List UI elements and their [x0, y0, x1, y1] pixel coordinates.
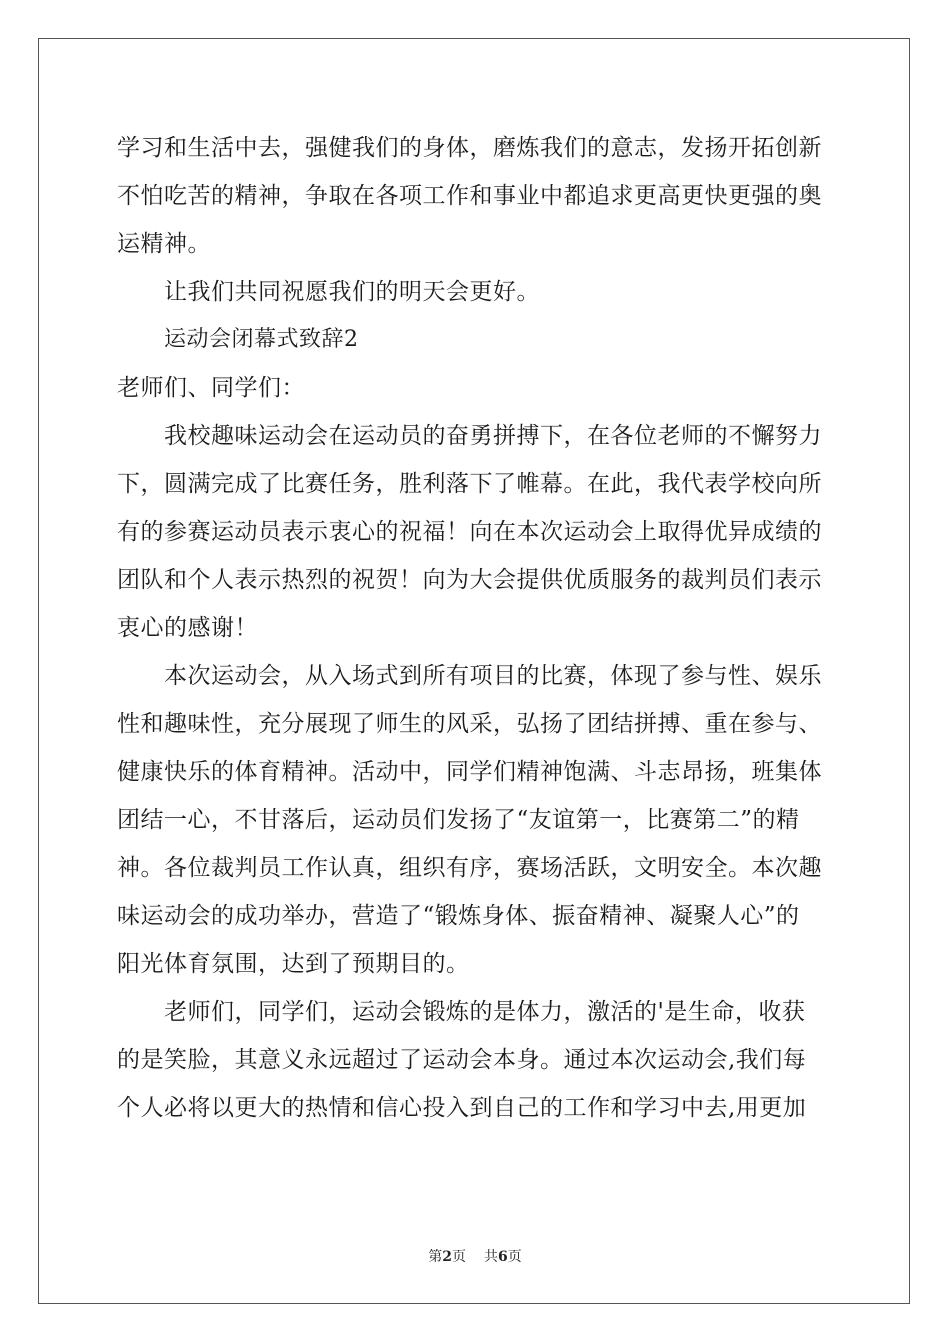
text-line: 性和趣味性，充分展现了师生的风采，弘扬了团结拼搏、重在参与、 [117, 711, 822, 737]
text-line: 团结一心，不甘落后，运动员们发扬了“友谊第一，比赛第二”的精 [117, 807, 800, 833]
text-line: 有的参赛运动员表示衷心的祝福！向在本次运动会上取得优异成绩的 [117, 519, 822, 545]
salutation: 老师们、同学们： [117, 375, 305, 401]
document-body [117, 124, 837, 1132]
text-line: 衷心的感谢！ [117, 615, 258, 641]
page-number: 2 [442, 1249, 452, 1265]
text-line: 阳光体育氛围，达到了预期目的。 [117, 951, 470, 977]
total-suffix: 页 [507, 1249, 522, 1265]
text-line: 神。各位裁判员工作认真，组织有序，赛场活跃，文明安全。本次趣 [117, 855, 822, 881]
text-line: 健康快乐的体育精神。活动中，同学们精神饱满、斗志昂扬，班集体 [117, 759, 822, 785]
page-suffix: 页 [452, 1249, 466, 1265]
text-line: 我校趣味运动会在运动员的奋勇拼搏下，在各位老师的不懈努力 [164, 423, 822, 449]
total-prefix: 共 [484, 1249, 498, 1265]
text-line: 的是笑脸，其意义永远超过了运动会本身。通过本次运动会,我们每 [117, 1047, 807, 1073]
text-line: 老师们，同学们，运动会锻炼的是体力，激活的'是生命，收获 [164, 999, 806, 1025]
text-line: 味运动会的成功举办，营造了“锻炼身体、振奋精神、凝聚人心”的 [117, 903, 800, 929]
section-heading: 运动会闭幕式致辞2 [164, 327, 359, 352]
text-line: 让我们共同祝愿我们的明天会更好。 [164, 279, 540, 305]
page-prefix: 第 [428, 1249, 443, 1265]
text-line: 学习和生活中去，强健我们的身体，磨炼我们的意志，发扬开拓创新 [117, 135, 822, 161]
text-line: 不怕吃苦的精神，争取在各项工作和事业中都追求更高更快更强的奥 [117, 183, 822, 209]
text-line: 运精神。 [117, 231, 211, 257]
text-line: 团队和个人表示热烈的祝贺！向为大会提供优质服务的裁判员们表示 [117, 567, 822, 593]
text-line: 个人必将以更大的热情和信心投入到自己的工作和学习中去,用更加 [117, 1095, 807, 1121]
total-pages: 6 [498, 1249, 508, 1265]
page-footer [0, 1246, 950, 1266]
text-line: 本次运动会，从入场式到所有项目的比赛，体现了参与性、娱乐 [164, 663, 822, 689]
text-line: 下，圆满完成了比赛任务，胜利落下了帷幕。在此，我代表学校向所 [117, 471, 822, 497]
